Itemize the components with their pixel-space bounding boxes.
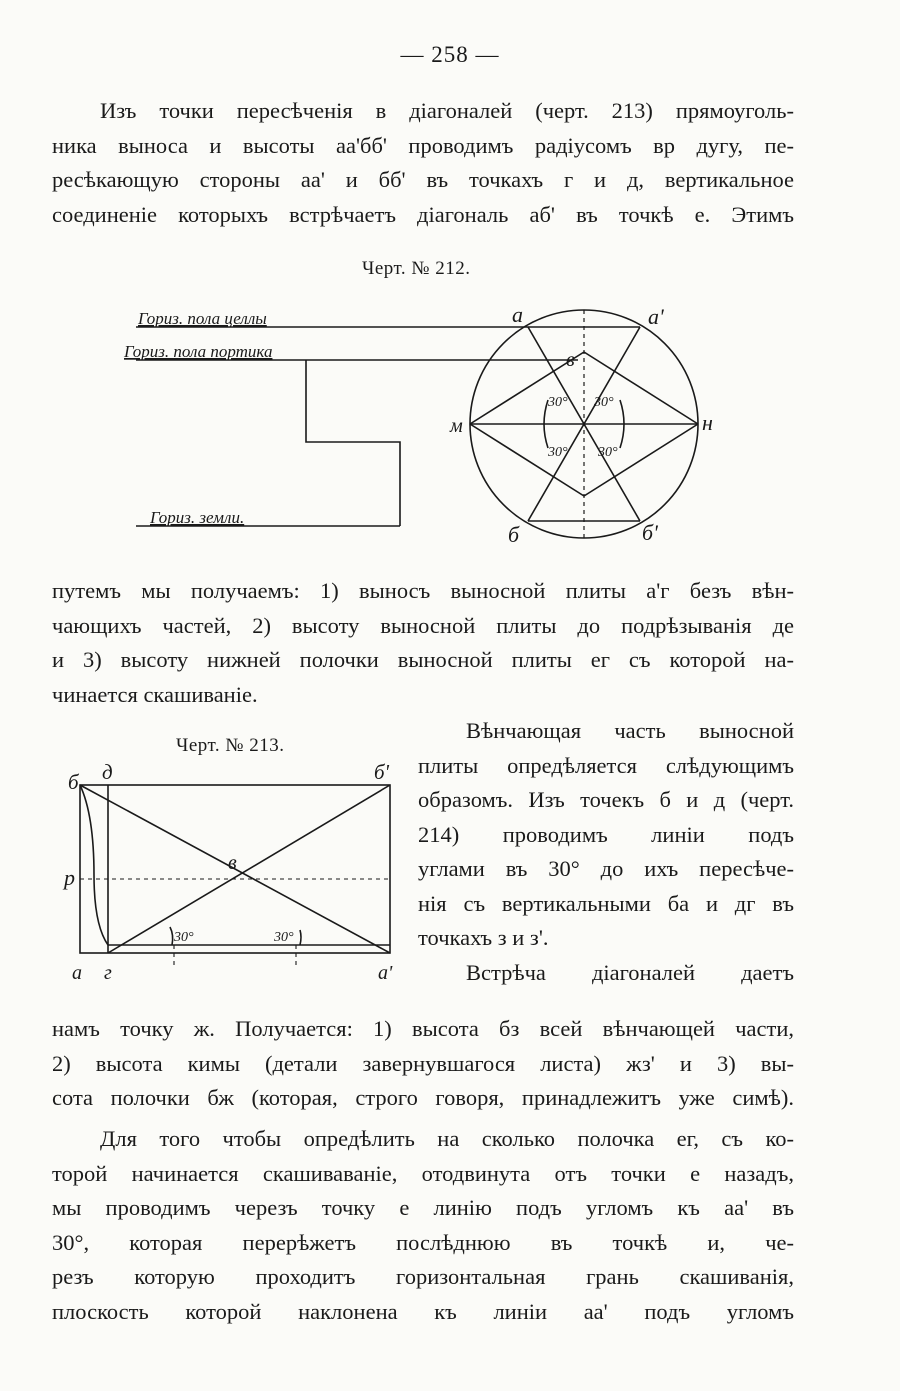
point-a: а [512, 302, 523, 327]
paragraph-3 [418, 714, 794, 990]
text-line: путемъ мы получаемъ: 1) выносъ выносной плиты а'г безъ вѣн- [52, 578, 794, 603]
angle-label: 30° [594, 395, 614, 410]
text-line: мы проводимъ черезъ точку е линію подъ угломъ къ аа' въ [52, 1195, 794, 1220]
text-line: Изъ точки пересѣченія в діагоналей (черт. 213) прямоуголь- [100, 98, 794, 123]
text-line: плиты опредѣляется слѣдующимъ [418, 752, 794, 778]
point-a-prime: а' [648, 304, 664, 329]
text-line: и 3) высоту нижней полочки выносной плиты ег съ которой на- [52, 647, 794, 672]
point-v: в [228, 852, 237, 874]
text-line: плоскость которой наклонена къ линіи аа' подъ угломъ [52, 1298, 794, 1324]
figure-213 [50, 755, 450, 995]
point-m: м [450, 415, 463, 437]
text-line: 2) высота кимы (детали завернувшагося листа) жз' и 3) вы- [52, 1050, 794, 1076]
angle-label: 30° [548, 395, 568, 410]
label-ground: Гориз. земли. [150, 508, 245, 527]
text-line: намъ точку ж. Получается: 1) высота бз всей вѣнчающей части, [52, 1016, 794, 1041]
point-r: р [64, 865, 75, 890]
point-b-prime: б' [642, 520, 658, 545]
text-line: углами въ 30° до ихъ пересѣче- [418, 856, 794, 881]
text-line: нія съ вертикальными ба и дг въ [418, 890, 794, 916]
text-line: Для того чтобы опредѣлить на сколько полочка ег, съ ко- [100, 1126, 794, 1151]
text-line: 214) проводимъ линіи подъ [418, 821, 794, 847]
point-b: б [508, 522, 520, 547]
text-line: торой начинается скашиваваніе, отодвинута отъ точки е назадъ, [52, 1160, 794, 1186]
paragraph-1 [52, 94, 794, 232]
paragraph-5 [52, 1122, 794, 1329]
point-n: н [702, 410, 713, 435]
text-line: ника выноса и высоты аа'бб' проводимъ радіусомъ вр дугу, пе- [52, 132, 794, 158]
figure-213-caption: Черт. № 213. [176, 735, 285, 756]
figure-212-caption: Черт. № 212. [362, 258, 471, 279]
point-v: в [566, 349, 575, 371]
angle-label: 30° [598, 445, 618, 460]
text-line: чающихъ частей, 2) высоту выносной плиты до подрѣзыванія де [52, 612, 794, 638]
point-b: б [68, 770, 79, 794]
text-line: ресѣкающую стороны аа' и бб' въ точкахъ г и д, вертикальное [52, 167, 794, 192]
text-line: сота полочки бж (которая, строго говоря, принадлежитъ уже симѣ). [52, 1085, 794, 1110]
angle-label: 30° [548, 445, 568, 460]
page-number: — 258 — [400, 42, 500, 67]
point-b-prime: б' [374, 760, 390, 784]
point-a: а [72, 962, 82, 984]
text-line: Вѣнчающая часть выносной [466, 718, 794, 743]
text-line: образомъ. Изъ точекъ б и д (черт. [418, 787, 794, 812]
angle-label: 30° [174, 930, 194, 945]
text-line: точкахъ з и з'. [418, 925, 549, 950]
figure-212 [0, 290, 900, 550]
text-line: резъ которую проходитъ горизонтальная грань скашиванія, [52, 1264, 794, 1289]
angle-label: 30° [274, 930, 294, 945]
label-floor-cella: Гориз. пола целлы [138, 309, 267, 328]
text-line: Встрѣча діагоналей даетъ [466, 959, 794, 985]
point-g: г [104, 962, 112, 984]
text-line: соединеніе которыхъ встрѣчаетъ діагональ аб' въ точкѣ е. Этимъ [52, 201, 794, 227]
point-a-prime: а' [378, 962, 393, 984]
label-floor-portico: Гориз. пола портика [124, 342, 273, 361]
point-d: д [102, 760, 113, 784]
text-line: чинается скашиваніе. [52, 681, 258, 707]
paragraph-2 [52, 574, 794, 712]
paragraph-4 [52, 1012, 794, 1116]
text-line: 30°, которая перерѣжетъ послѣднюю въ точкѣ и, че- [52, 1229, 794, 1255]
